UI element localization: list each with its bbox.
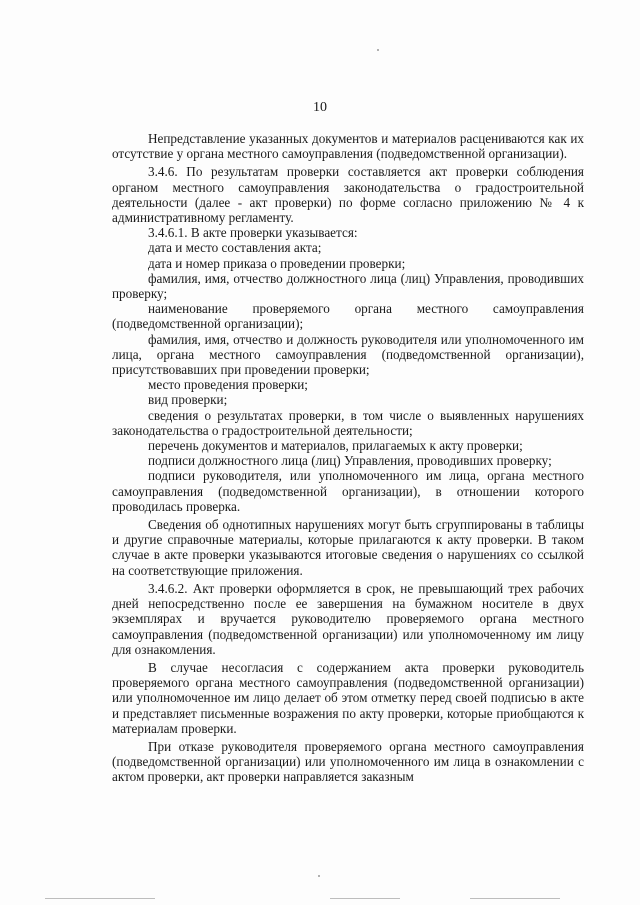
paragraph-disagreement: В случае несогласия с содержанием акта проверки руководитель проверяемого органа местного самоуправления (подведомственной организации) или уполномоченное им лицо делает об этом отметку перед своей подписью в акте и представляет письменные возражения по акту проверки, которые приобщаются к материалам проверки. bbox=[112, 659, 584, 736]
scan-edge-mark bbox=[330, 898, 400, 899]
list-item-date-place: дата и место составления акта; bbox=[148, 240, 322, 256]
paragraph-3-4-6-1: 3.4.6.1. В акте проверки указывается: bbox=[148, 225, 358, 241]
paragraph-refusal: При отказе руководителя проверяемого органа местного самоуправления (подведомственной организации) или уполномоченного им лица в ознакомлении с актом проверки, акт проверки направляется заказным bbox=[112, 738, 584, 785]
list-item-order-date: дата и номер приказа о проведении проверки; bbox=[148, 255, 406, 271]
paragraph-3-4-6-2: 3.4.6.2. Акт проверки оформляется в срок, не превышающий трех рабочих дней непосредственно после ее завершения на бумажном носителе в двух экземплярах и вручается руководителю проверяемого органа местного самоуправления (подведомственной организации) или уполномоченному им лицу для ознакомления. bbox=[112, 580, 584, 657]
list-item-documents: перечень документов и материалов, прилагаемых к акту проверки; bbox=[148, 438, 523, 454]
list-item-official-signatures: подписи должностного лица (лиц) Управления, проводивших проверку; bbox=[148, 453, 552, 469]
paragraph-similar-violations: Сведения об однотипных нарушениях могут быть сгруппированы в таблицы и другие справочные материалы, которые прилагаются к акту проверки. В таком случае в акте проверки указываются итоговые сведения о нарушениях со ссылкой на соответствующие приложения. bbox=[112, 517, 584, 578]
list-item-results: сведения о результатах проверки, в том числе о выявленных нарушениях законодательства о градостроительной деятельности; bbox=[112, 407, 584, 438]
page-number: 10 bbox=[313, 100, 327, 115]
paragraph-non-submission: Непредставление указанных документов и материалов расцениваются как их отсутствие у органа местного самоуправления (подведомственной организации). bbox=[112, 131, 584, 162]
list-item-inspection-place: место проведения проверки; bbox=[148, 377, 308, 393]
document-body bbox=[112, 131, 584, 785]
list-item-officials: фамилия, имя, отчество должностного лица (лиц) Управления, проводивших проверку; bbox=[112, 270, 584, 302]
list-item-head-person: фамилия, имя, отчество и должность руководителя или уполномоченного им лица, органа местного самоуправления (подведомственной организации), присутствовавших при проведении проверки; bbox=[112, 331, 584, 378]
list-item-inspection-type: вид проверки; bbox=[148, 392, 228, 408]
list-item-inspected-body: наименование проверяемого органа местного самоуправления (подведомственной организации); bbox=[112, 301, 584, 332]
scan-speck bbox=[377, 49, 379, 51]
scan-edge-mark bbox=[470, 898, 560, 899]
scan-speck bbox=[318, 875, 320, 877]
paragraph-3-4-6: 3.4.6. По результатам проверки составляется акт проверки соблюдения органом местного самоуправления законодательства о градостроительной деятельности (далее - акт проверки) по форме согласно приложению № 4 к административному регламенту. bbox=[112, 164, 584, 226]
list-item-head-signatures: подписи руководителя, или уполномоченного им лица, органа местного самоуправления (подведомственной организации), в отношении которого проводилась проверка. bbox=[112, 468, 584, 514]
scan-edge-mark bbox=[45, 898, 155, 899]
